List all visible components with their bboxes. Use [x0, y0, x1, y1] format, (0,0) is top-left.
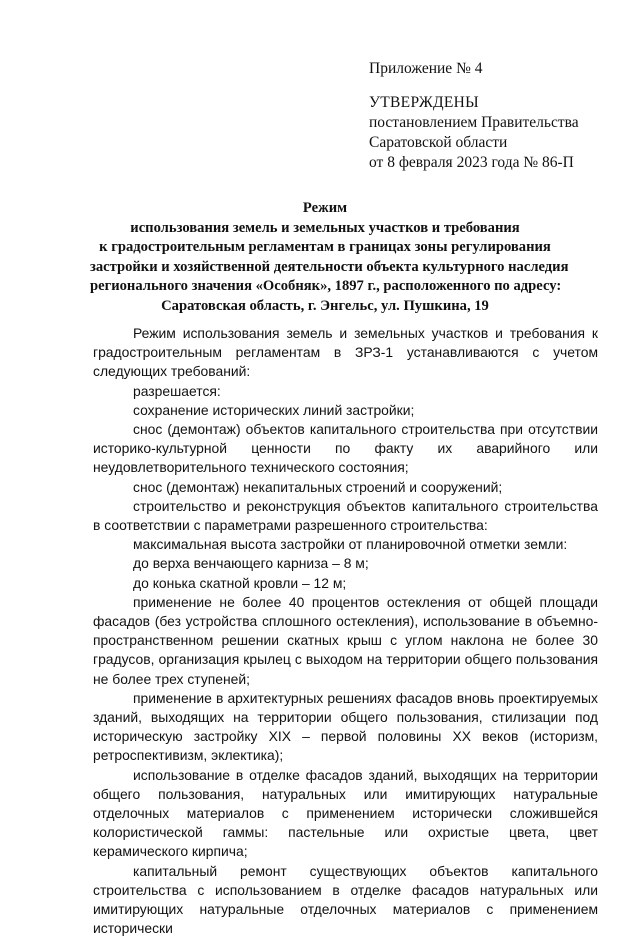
title-line: регионального значения «Особняк», 1897 г., расположенного по адресу: — [90, 278, 562, 294]
appendix-number: Приложение № 4 — [369, 60, 483, 77]
title-head: Режим — [302, 200, 348, 216]
paragraph: снос (демонтаж) объектов капитального строительства при отсутствии историко-культурной ценности по факту их аварийного или неудовлетворительного технического состояния; — [93, 421, 598, 476]
paragraph: максимальная высота застройки от планировочной отметки земли: — [133, 536, 568, 553]
title-line: использования земель и земельных участков и требования — [130, 219, 520, 236]
approval-line: постановлением Правительства — [369, 114, 579, 131]
paragraph: капитальный ремонт существующих объектов капитального строительства с использованием в отделке фасадов натуральных или имитирующих натуральные отделочных материалов с применением исторически — [93, 862, 598, 937]
paragraph: сохранение исторических линий застройки; — [133, 401, 415, 418]
paragraph: применение не более 40 процентов остекления от общей площади фасадов (без устройства сплошного остекления), использование в объемно-пространственном решении скатных крыш с углом наклона не более 30 градусов, организация крылец с выходом на территории общего пользования не более трех ступеней; — [93, 593, 598, 687]
document-body — [93, 324, 598, 939]
paragraph: применение в архитектурных решениях фасадов вновь проектируемых зданий, выходящих на территории общего пользования, стилизации под историческую застройку XIX – первой половины XX веков (историзм, ретроспективизм, эклектика); — [93, 689, 598, 764]
paragraph: строительство и реконструкция объектов капитального строительства в соответствии с параметрами разрешенного строительства: — [93, 497, 598, 534]
paragraph: использование в отделке фасадов зданий, выходящих на территории общего пользования, натуральных или имитирующих натуральные отделочных материалов с применением исторически сложившейся колористической гаммы: пастельные или охристые цвета, цвет керамического кирпича; — [93, 766, 598, 860]
approved-heading: УТВЕРЖДЕНЫ — [369, 94, 479, 111]
approval-line: от 8 февраля 2023 года № 86-П — [369, 154, 574, 171]
title-line: застройки и хозяйственной деятельности объекта культурного наследия — [90, 258, 569, 275]
paragraph: Режим использования земель и земельных участков и требования к градостроительным регламентам в ЗРЗ-1 устанавливаются с учетом следующих требований: — [93, 325, 598, 380]
title-line: к градостроительным регламентам в границах зоны регулирования — [99, 239, 551, 255]
approval-line: Саратовской области — [369, 134, 508, 151]
title-line: Саратовская область, г. Энгельс, ул. Пушкина, 19 — [161, 297, 489, 314]
approval-block — [369, 59, 619, 173]
paragraph: разрешается: — [133, 382, 221, 399]
paragraph: снос (демонтаж) некапитальных строений и сооружений; — [133, 478, 503, 495]
paragraph: до конька скатной кровли – 12 м; — [133, 574, 347, 591]
document-title — [90, 199, 569, 316]
paragraph: до верха венчающего карниза – 8 м; — [133, 555, 369, 572]
